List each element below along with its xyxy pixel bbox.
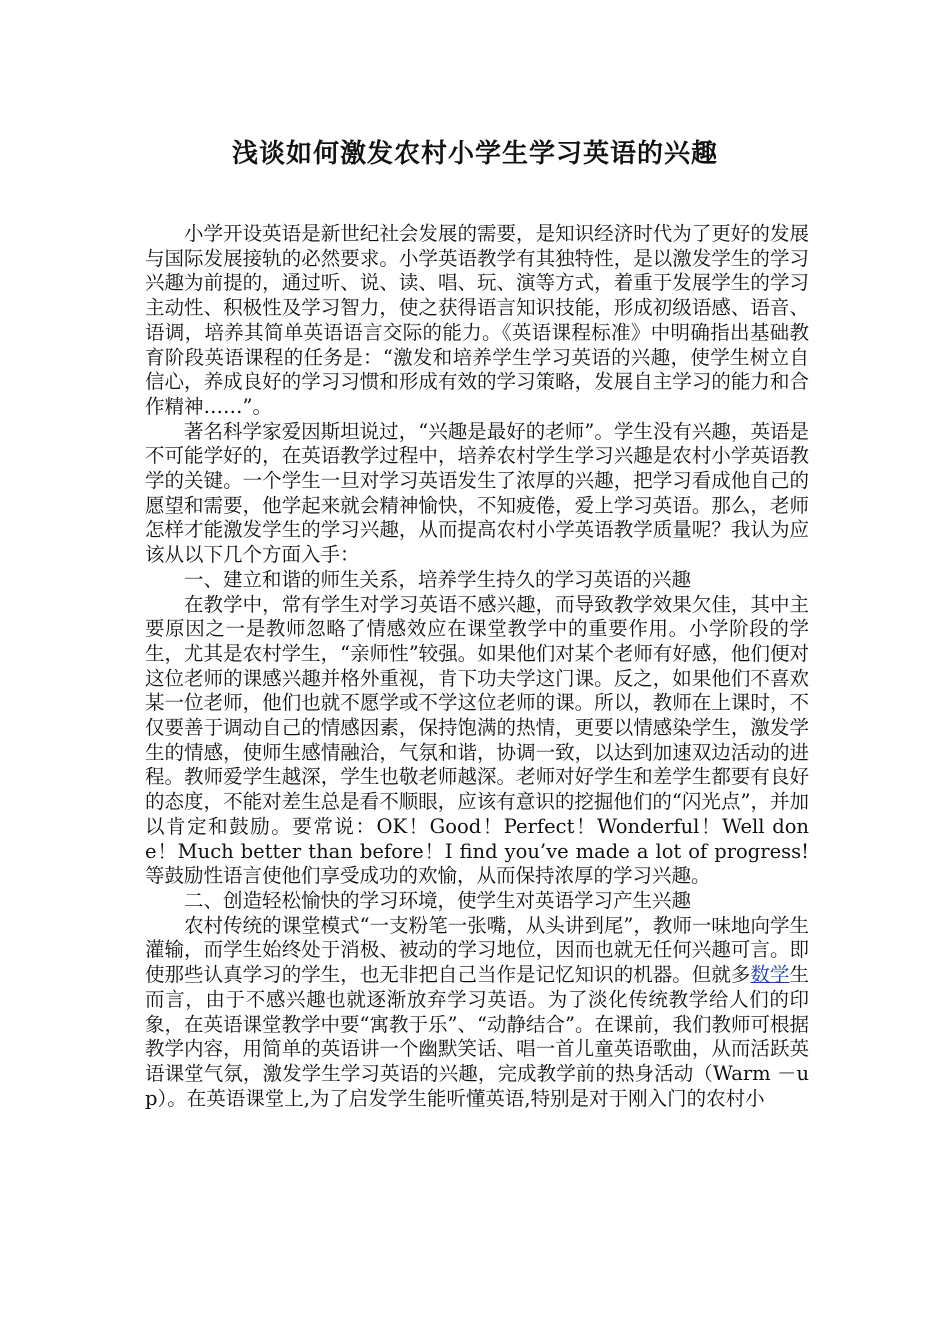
document-body: [145, 222, 809, 1111]
paragraph-text-part-b: 生而言，由于不感兴趣也就逐渐放弃学习英语。为了淡化传统教学给人们的印象，在英语课堂教学中要“寓教于乐”、“动静结合”。在课前，我们教师可根据教学内容，用简单的英语讲一个幽默笑话、唱一首儿童英语歌曲，从而活跃英语课堂气氛，激发学生学习英语的兴趣，完成教学前的热身活动（Warm －up）。在英语课堂上,为了启发学生能听懂英语,特别是对于刚入门的农村小: [145, 963, 809, 1110]
section-heading-2: 二、创造轻松愉快的学习环境，使学生对英语学习产生兴趣: [184, 888, 692, 912]
paragraph-text-part-a: 农村传统的课堂模式“一支粉笔一张嘴，从头讲到尾”，教师一味地向学生灌输，而学生始终处于消极、被动的学习地位，因而也就无任何兴趣可言。即使那些认真学习的学生，也无非把自己当作是记忆知识的机器。但就多: [145, 913, 809, 987]
paragraph-einstein: 著名科学家爱因斯坦说过，“兴趣是最好的老师”。学生没有兴趣，英语是不可能学好的，在英语教学过程中，培养农村学生学习兴趣是农村小学英语教学的关键。一个学生一旦对学习英语发生了浓厚的兴趣，把学习看成他自己的愿望和需要，他学起来就会精神愉快，不知疲倦，爱上学习英语。那么，老师怎样才能激发学生的学习兴趣，从而提高农村小学英语教学质量呢？我认为应该从以下几个方面入手：: [145, 419, 809, 567]
math-link[interactable]: 数学: [750, 963, 790, 987]
paragraph-intro: 小学开设英语是新世纪社会发展的需要，是知识经济时代为了更好的发展与国际发展接轨的必然要求。小学英语教学有其独特性，是以激发学生的学习兴趣为前提的，通过听、说、读、唱、玩、演等方式，着重于发展学生的学习主动性、积极性及学习智力，使之获得语言知识技能，形成初级语感、语音、语调，培养其简单英语语言交际的能力。《英语课程标准》中明确指出基础教育阶段英语课程的任务是：“激发和培养学生学习英语的兴趣，使学生树立自信心，养成良好的学习习惯和形成有效的学习策略，发展自主学习的能力和合作精神……”。: [145, 222, 809, 418]
paragraph-learning-environment: [145, 914, 809, 1112]
paragraph-teacher-relationship: 在教学中，常有学生对学习英语不感兴趣，而导致教学效果欠佳，其中主要原因之一是教师忽略了情感效应在课堂教学中的重要作用。小学阶段的学生，尤其是农村学生，“亲师性”较强。如果他们对某个老师有好感，他们便对这位老师的课感兴趣并格外重视，肯下功夫学这门课。反之，如果他们不喜欢某一位老师，他们也就不愿学或不学这位老师的课。所以，教师在上课时，不仅要善于调动自己的情感因素，保持饱满的热情，更要以情感染学生，激发学生的情感，使师生感情融洽，气氛和谐，协调一致，以达到加速双边活动的进程。教师爱学生越深，学生也敬老师越深。老师对好学生和差学生都要有良好的态度，不能对差生总是看不顺眼，应该有意识的挖掘他们的“闪光点”，并加以肯定和鼓励。要常说：OK！Good！Perfect！Wonderful！Well done！Much better than before！I find you’ve made a lot of progress! 等鼓励性语言使他们享受成功的欢愉，从而保持浓厚的学习兴趣。: [145, 592, 809, 888]
section-heading-1: 一、建立和谐的师生关系，培养学生持久的学习英语的兴趣: [184, 567, 692, 591]
document-title: 浅谈如何激发农村小学生学习英语的兴趣: [231, 139, 718, 169]
